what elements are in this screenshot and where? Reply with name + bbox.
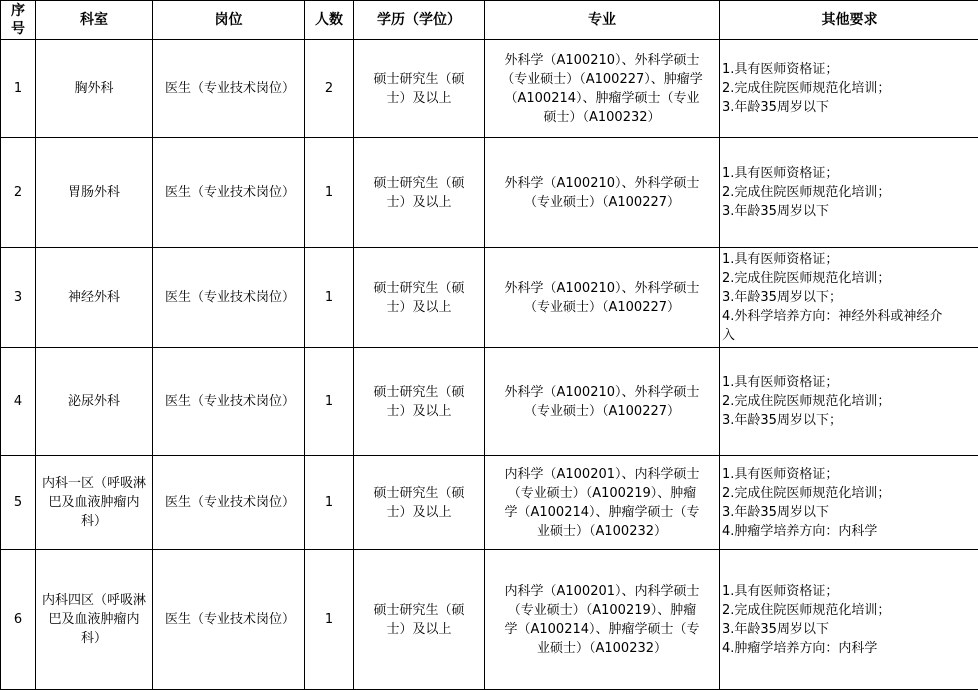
cell-post — [153, 348, 305, 456]
cell-seq-text: 5 — [14, 495, 22, 510]
major-line: （专业硕士）（A100227） — [487, 298, 717, 317]
cell-count-text: 1 — [325, 185, 333, 200]
cell-post-text: 医生（专业技术岗位） — [153, 493, 304, 512]
requirement-line: 入 — [722, 326, 978, 345]
major-line: 硕士）（A100232） — [487, 108, 717, 127]
cell-count — [305, 550, 354, 690]
cell-dept-text: 胸外科 — [36, 79, 152, 98]
major-line: 内科学（A100201）、内科学硕士 — [487, 465, 717, 484]
cell-count-text: 1 — [325, 612, 333, 627]
cell-dept — [36, 248, 153, 348]
cell-seq-text: 4 — [14, 394, 22, 409]
header-edu: 学历（学位） — [354, 1, 485, 40]
cell-major — [485, 40, 720, 138]
cell-edu — [354, 138, 485, 248]
table-row — [1, 348, 978, 456]
cell-count — [305, 456, 354, 550]
cell-count — [305, 348, 354, 456]
requirement-line: 3.年龄35周岁以下； — [722, 411, 978, 430]
cell-edu-text: 硕士研究生（硕士）及以上 — [354, 174, 484, 212]
major-line: 学（A100214）、肿瘤学硕士（专 — [487, 620, 717, 639]
major-line: （A100214）、肿瘤学硕士（专业 — [487, 89, 717, 108]
table-row — [1, 550, 978, 690]
cell-edu — [354, 550, 485, 690]
cell-post — [153, 138, 305, 248]
cell-edu-text: 硕士研究生（硕士）及以上 — [354, 383, 484, 421]
cell-dept — [36, 456, 153, 550]
cell-count — [305, 248, 354, 348]
cell-seq — [1, 348, 36, 456]
requirement-line: 4.肿瘤学培养方向：内科学 — [722, 522, 978, 541]
cell-seq-text: 6 — [14, 612, 22, 627]
requirement-line: 2.完成住院医师规范化培训； — [722, 183, 978, 202]
header-major: 专业 — [485, 1, 720, 40]
requirement-line: 2.完成住院医师规范化培训； — [722, 79, 978, 98]
cell-edu-text: 硕士研究生（硕士）及以上 — [354, 484, 484, 522]
cell-major — [485, 348, 720, 456]
cell-count-text: 1 — [325, 290, 333, 305]
cell-other — [720, 248, 978, 348]
cell-major — [485, 248, 720, 348]
cell-seq — [1, 138, 36, 248]
cell-major — [485, 550, 720, 690]
major-line: 外科学（A100210）、外科学硕士 — [487, 383, 717, 402]
cell-dept-text: 泌尿外科 — [36, 392, 152, 411]
cell-seq — [1, 550, 36, 690]
table-row — [1, 248, 978, 348]
cell-count — [305, 40, 354, 138]
cell-post-text: 医生（专业技术岗位） — [153, 79, 304, 98]
major-line: （专业硕士）（A100219）、肿瘤 — [487, 484, 717, 503]
requirement-line: 2.完成住院医师规范化培训； — [722, 269, 978, 288]
major-line: 业硕士）（A100232） — [487, 639, 717, 658]
header-dept: 科室 — [36, 1, 153, 40]
cell-seq-text: 1 — [14, 81, 22, 96]
major-line: 业硕士）（A100232） — [487, 522, 717, 541]
cell-major — [485, 138, 720, 248]
cell-edu-text: 硕士研究生（硕士）及以上 — [354, 601, 484, 639]
requirement-line: 1.具有医师资格证； — [722, 60, 978, 79]
table-row — [1, 456, 978, 550]
requirement-line: 2.完成住院医师规范化培训； — [722, 392, 978, 411]
major-line: （专业硕士）（A100227） — [487, 193, 717, 212]
cell-major — [485, 456, 720, 550]
requirement-line: 2.完成住院医师规范化培训； — [722, 484, 978, 503]
cell-edu — [354, 248, 485, 348]
cell-post-text: 医生（专业技术岗位） — [153, 392, 304, 411]
cell-other — [720, 138, 978, 248]
cell-dept-text: 内科一区（呼吸淋巴及血液肿瘤内科） — [36, 474, 152, 531]
header-post: 岗位 — [153, 1, 305, 40]
cell-seq-text: 2 — [14, 185, 22, 200]
header-count: 人数 — [305, 1, 354, 40]
cell-count — [305, 138, 354, 248]
major-line: （专业硕士）（A100227）、肿瘤学 — [487, 70, 717, 89]
cell-edu — [354, 348, 485, 456]
requirement-line: 2.完成住院医师规范化培训； — [722, 601, 978, 620]
cell-post-text: 医生（专业技术岗位） — [153, 183, 304, 202]
major-line: （专业硕士）（A100219）、肿瘤 — [487, 601, 717, 620]
cell-edu — [354, 40, 485, 138]
requirement-line: 4.外科学培养方向：神经外科或神经介 — [722, 307, 978, 326]
table-row — [1, 138, 978, 248]
cell-dept — [36, 348, 153, 456]
cell-dept — [36, 550, 153, 690]
cell-count-text: 1 — [325, 394, 333, 409]
cell-dept — [36, 138, 153, 248]
requirement-line: 1.具有医师资格证； — [722, 373, 978, 392]
major-line: 外科学（A100210）、外科学硕士 — [487, 51, 717, 70]
cell-dept-text: 神经外科 — [36, 288, 152, 307]
cell-other — [720, 456, 978, 550]
major-line: 内科学（A100201）、内科学硕士 — [487, 582, 717, 601]
table-row — [1, 40, 978, 138]
cell-post — [153, 248, 305, 348]
major-line: （专业硕士）（A100227） — [487, 402, 717, 421]
cell-post — [153, 40, 305, 138]
cell-edu — [354, 456, 485, 550]
cell-dept-text: 胃肠外科 — [36, 183, 152, 202]
requirement-line: 3.年龄35周岁以下 — [722, 98, 978, 117]
cell-other — [720, 40, 978, 138]
cell-seq — [1, 40, 36, 138]
header-other: 其他要求 — [720, 1, 978, 40]
major-line: 外科学（A100210）、外科学硕士 — [487, 279, 717, 298]
cell-dept-text: 内科四区（呼吸淋巴及血液肿瘤内科） — [36, 591, 152, 648]
requirement-line: 3.年龄35周岁以下 — [722, 503, 978, 522]
cell-post — [153, 550, 305, 690]
header-row — [1, 1, 978, 40]
requirement-line: 1.具有医师资格证； — [722, 582, 978, 601]
cell-post-text: 医生（专业技术岗位） — [153, 288, 304, 307]
cell-dept — [36, 40, 153, 138]
requirement-line: 3.年龄35周岁以下； — [722, 288, 978, 307]
requirement-line: 1.具有医师资格证； — [722, 250, 978, 269]
cell-post — [153, 456, 305, 550]
cell-count-text: 2 — [325, 81, 333, 96]
requirement-line: 4.肿瘤学培养方向：内科学 — [722, 639, 978, 658]
cell-post-text: 医生（专业技术岗位） — [153, 610, 304, 629]
cell-seq — [1, 456, 36, 550]
cell-other — [720, 550, 978, 690]
cell-edu-text: 硕士研究生（硕士）及以上 — [354, 279, 484, 317]
requirement-line: 1.具有医师资格证； — [722, 465, 978, 484]
cell-edu-text: 硕士研究生（硕士）及以上 — [354, 70, 484, 108]
cell-seq-text: 3 — [14, 290, 22, 305]
requirement-line: 3.年龄35周岁以下 — [722, 620, 978, 639]
cell-seq — [1, 248, 36, 348]
major-line: 外科学（A100210）、外科学硕士 — [487, 174, 717, 193]
cell-other — [720, 348, 978, 456]
cell-count-text: 1 — [325, 495, 333, 510]
major-line: 学（A100214）、肿瘤学硕士（专 — [487, 503, 717, 522]
requirement-line: 3.年龄35周岁以下 — [722, 202, 978, 221]
header-seq: 序 号 — [1, 1, 36, 40]
requirement-line: 1.具有医师资格证； — [722, 164, 978, 183]
